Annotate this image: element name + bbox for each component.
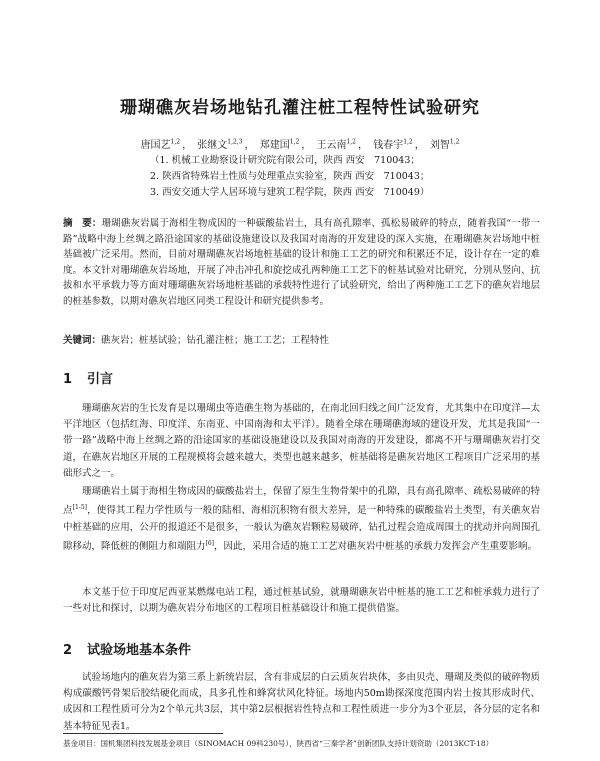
affiliation: 2. 陕西省特殊岩土性质与处理重点实验室，陕西 西安 710043；	[150, 171, 430, 182]
section-number: 2	[63, 643, 73, 658]
keywords	[63, 332, 540, 346]
citation: [1-5]	[72, 504, 87, 512]
section-number: 1	[63, 372, 73, 387]
author-name: 钱春宇	[373, 140, 404, 151]
footnote-divider	[63, 733, 223, 734]
author-list: 唐国艺$^{1,2}$ ， 张继文$^{1,2,3}$ ， 郑建国$^{1,2}$ ， 王云南$^{1,2}$ ， 钱春宇$^{1,2}$ ， 刘智$^{1,2}$	[140, 138, 460, 151]
author-affil-mark: 1,2	[346, 138, 356, 146]
paragraph: 珊瑚礁灰岩的生长发育是以珊瑚虫等造礁生物为基础的，在南北回归线之间广泛发育，尤其集中在印度洋—太平洋地区（包括红海、印度洋、东南亚、中国南海和太平洋）。随着全球在珊瑚礁海域的建设开发，尤其是我国“一带一路”战略中海上丝绸之路的沿途国家的基础设施建设以及我国对南海的开发建设，都离不开与珊瑚礁灰岩打交道，在礁灰岩地区开展的工程规模将会越来越大，类型也越来越多，桩基础将是礁灰岩地区工程项目广泛采用的基础形式之一。	[63, 403, 540, 479]
paragraph: 试验场地内的礁灰岩为第三系上新统岩层，含有非成层的白云质灰岩块体，多由贝壳、珊瑚及类似的破碎物质构成碳酸钙骨架后胶结硬化而成，具多孔性和蜂窝状风化特征。场地内50m勘探深度范围内岩土按其形成时代、成因和工程性质可分为2个单元共3层，其中第2层根据岩性特点和工程性质进一步分为3个亚层，各分层的定名和基本特征见表1。	[63, 672, 540, 732]
citation: [6]	[205, 539, 215, 547]
affiliation: （1. 机械工业勘察设计研究院有限公司，陕西 西安 710043；	[150, 155, 420, 166]
author-name: 刘智	[429, 140, 450, 151]
abstract-label: 摘 要：	[63, 218, 102, 229]
author-name: 王云南	[316, 140, 347, 151]
keywords-label: 关键词：	[63, 335, 102, 346]
affiliation-list	[150, 153, 429, 201]
paragraph: 本文基于位于印度尼西亚某燃煤电站工程，通过桩基试验，就珊瑚礁灰岩中桩基的施工工艺和桩承载力进行了一些对比和探讨，以期为礁灰岩分布地区的工程项目桩基础设计和施工提供借鉴。	[63, 587, 540, 615]
section-heading	[63, 368, 113, 387]
affiliation: 3. 西安交通大学人居环境与建筑工程学院，陕西 西安 710049）	[150, 187, 430, 198]
keywords-text: 礁灰岩；桩基试验；钻孔灌注桩；施工工艺；工程特性	[101, 335, 330, 346]
abstract	[63, 216, 540, 309]
author-affil-mark: 1,2	[170, 138, 181, 146]
paragraph: 珊瑚礁岩土属于海相生物成因的碳酸盐岩土，保留了原生生物骨架中的孔隙，具有高孔隙率、疏松易破碎的特点[1-5]，使得其工程力学性质与一般的陆相、海相沉积物有很大差异，是一种特殊的碳酸盐岩土类型，有关礁灰岩中桩基础的应用，公开的报道还不是很多，一般认为礁灰岩颗粒易破碎，钻孔过程会造成周围土的扰动并向周围孔隙移动，降低桩的侧阻力和端阻力[6]，因此，采用合适的施工工艺对礁灰岩中桩基的承载力发挥会产生重要影响。	[63, 486, 540, 552]
section-heading	[63, 639, 191, 658]
author-name: 郑建国	[259, 140, 290, 151]
author-name: 唐国艺	[140, 140, 171, 151]
section-title: 试验场地基本条件	[87, 643, 192, 658]
section-title: 引言	[87, 372, 114, 387]
author-affil-mark: 1,2	[289, 138, 300, 146]
author-affil-mark: 1,2,3	[227, 138, 243, 146]
author-affil-mark: 1,2	[449, 138, 460, 146]
author-name: 张继文	[197, 140, 228, 151]
author-affil-mark: 1,2	[403, 138, 413, 146]
paper-title: 珊瑚礁灰岩场地钻孔灌注桩工程特性试验研究	[120, 98, 480, 118]
funding-footnote: 基金项目：国机集团科技发展基金项目（SINOMACH 09科230号），陕西省“三秦学者”创新团队支持计划资助（2013KCT-18）	[63, 739, 494, 748]
abstract-text: 珊瑚礁灰岩属于海相生物成因的一种碳酸盐岩土，具有高孔隙率、孤松易破碎的特点，随着我国“一带一路”战略中海上丝绸之路沿途国家的基础设施建设以及我国对南海的开发建设的深入实施，在珊瑚礁灰岩场地中桩基础被广泛采用。然而，目前对珊瑚礁灰岩场地桩基础的设计和施工工艺的研究和积累还不足，设计存在一定的难度。本文针对珊瑚礁灰岩场地，开展了冲击冲孔和旋挖成孔两种施工工艺下的桩基试验对比研究，分别从竖向、抗拔和水平承载力等方面对珊瑚礁灰岩场地桩基础的承载特性进行了试验研究，给出了两种施工工艺下的礁灰岩地层的桩基参数，以期对礁灰岩地区同类工程设计和研究提供参考。	[63, 218, 540, 307]
